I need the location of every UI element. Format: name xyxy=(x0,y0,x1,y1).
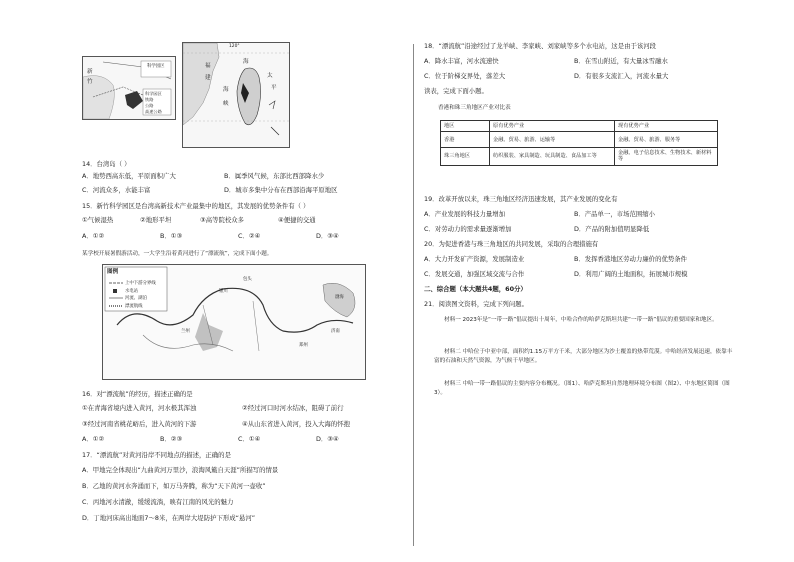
legend-item: 铁路 xyxy=(145,97,154,102)
legend-item: 河流、湖泊 xyxy=(125,296,147,301)
right-column xyxy=(424,0,739,562)
table-cell: 纺织服装、家具制造、玩具制造、食品加工等 xyxy=(490,148,615,165)
map-label: 海 xyxy=(243,59,249,65)
q19-option-c[interactable]: C．对劳动力的需求量逐渐增加 xyxy=(424,225,512,233)
place-label: 郑州 xyxy=(299,343,308,348)
legend-item: 公路 xyxy=(145,103,154,108)
legend-item: 科学园区 xyxy=(145,91,162,96)
legend-item: 高速公路 xyxy=(145,109,162,114)
table-header: 现有优势产业 xyxy=(615,121,718,132)
q15-item-3: ③高等院校众多 xyxy=(200,216,245,224)
q21-stem: 21．阅读图文资料，完成下列问题。 xyxy=(424,300,528,308)
q16-item-1: ①在青海省境内进入黄河，河水极其浑浊 xyxy=(82,404,197,412)
q19-option-d[interactable]: D．产品的附加值明显降低 xyxy=(574,225,650,233)
legend-item: 漂流航线 xyxy=(125,304,143,309)
q15-choice-c[interactable]: C．②④ xyxy=(238,232,261,240)
q16-choice-d[interactable]: D．③④ xyxy=(316,435,339,443)
q14-stem: 14．台湾岛（ ） xyxy=(82,160,131,168)
map-label: 竹 xyxy=(87,79,93,85)
q17-option-d[interactable]: D．丁地河床高出地面7～8米，在两岸大堤防护下形成“悬河” xyxy=(82,514,256,522)
map-label: 峡 xyxy=(223,101,229,107)
map-label: 平 xyxy=(271,85,277,91)
q16-choice-c[interactable]: C．①④ xyxy=(238,435,261,443)
table-title: 香港和珠三角地区产业对比表 xyxy=(438,105,511,111)
map-label: 福 xyxy=(205,63,211,69)
map-label: 新 xyxy=(87,69,93,75)
map-label: 120° xyxy=(229,44,240,49)
place-label: 济南 xyxy=(331,329,340,334)
q14-option-d[interactable]: D．城市多集中分布在西部沿海平原地区 xyxy=(224,186,338,194)
place-label: 渤海 xyxy=(335,295,344,300)
place-label: 兰州 xyxy=(181,329,190,334)
q14-option-c[interactable]: C．河流众多，水能丰富 xyxy=(82,186,151,194)
q15-choice-d[interactable]: D．③④ xyxy=(316,232,339,240)
q15-item-1: ①气候湿热 xyxy=(82,216,114,224)
q18-stem: 18．“漂流航”沿途经过了龙羊峡、李家峡、刘家峡等多个水电站，这是由于该河段 xyxy=(424,42,657,50)
legend-title: 图例 xyxy=(107,269,119,275)
legend-item: 水电站 xyxy=(125,289,139,294)
passage-intro: 某学校开展暑假游活动，一大学生沿着黄河进行了“漂流航”，完成下面小题。 xyxy=(82,251,273,257)
taiwan-map-svg xyxy=(183,43,289,147)
map-label: 海 xyxy=(223,87,229,93)
material-3: 材料三 中哈一带一路倡议的主要内容分布概况。（图1）、哈萨克斯坦自然地理环境分布图（图2）、中东地区简图（图3）。 xyxy=(434,381,730,396)
hsinchu-map xyxy=(82,56,176,120)
table-cell: 香港 xyxy=(441,132,490,148)
table-cell: 金融、电子信息技术、生物技术、新材料等 xyxy=(615,148,718,165)
q15-item-4: ④便捷的交通 xyxy=(278,216,316,224)
q16-stem: 16．对“漂流航”的经历，描述正确的是 xyxy=(82,390,193,398)
q19-option-b[interactable]: B．产品单一，市场范围缩小 xyxy=(574,210,656,218)
column-divider xyxy=(413,44,414,546)
q16-choice-a[interactable]: A．①② xyxy=(82,435,105,443)
q20-option-b[interactable]: B．发挥香港地区劳动力廉价的优势条件 xyxy=(574,255,688,263)
q16-item-4: ④从山东省进入黄河，投入大海的怀抱 xyxy=(242,420,350,428)
table-header-row xyxy=(441,121,718,132)
table-cell: 金融、贸易、旅游、服务等 xyxy=(615,132,718,148)
passage-intro-2: 读表，完成下面小题。 xyxy=(424,87,488,95)
section-heading: 二、综合题（本大题共4题，60分） xyxy=(424,285,527,293)
yellow-river-map xyxy=(102,264,366,380)
table-row xyxy=(441,132,718,148)
q19-option-a[interactable]: A．产业发展的科技力量增加 xyxy=(424,210,506,218)
q17-option-b[interactable]: B．乙地的黄河水奔涌而下，如万马奔腾，称为“天下黄河一壶收” xyxy=(82,482,266,490)
q19-stem: 19．改革开放以来，珠三角地区经济迅速发展，其产业发展的变化有 xyxy=(424,195,618,203)
q18-option-b[interactable]: B．在雪山附近，有大量冰雪融水 xyxy=(574,57,668,65)
map-label: 太 xyxy=(267,73,273,79)
q16-item-3: ③经过河南省桃花峪后，进入黄河的下游 xyxy=(82,420,197,428)
material-1: 材料一 2023年是“一带一路”倡议提出十周年，中哈合作的哈萨克斯坦共建“一带一路”倡议的重要国家和地区。 xyxy=(444,317,718,323)
q17-option-a[interactable]: A．甲地完全体现出“九曲黄河万里沙，浪淘风簸自天涯”所描写的情景 xyxy=(82,466,279,474)
industry-table xyxy=(440,120,718,166)
q16-choice-b[interactable]: B．②③ xyxy=(160,435,183,443)
left-column xyxy=(82,0,412,562)
q20-option-c[interactable]: C．发展交通，加强区域交流与合作 xyxy=(424,270,525,278)
q18-option-d[interactable]: D．有很多支流汇入，河流水量大 xyxy=(574,72,669,80)
table-header: 地区 xyxy=(441,121,490,132)
q14-option-b[interactable]: B．属季风气候，东部比西部降水少 xyxy=(224,172,325,180)
q15-stem: 15．新竹科学园区是台湾高新技术产业最集中的地区，其发展的优势条件有（ ） xyxy=(82,202,310,210)
table-cell: 珠三角地区 xyxy=(441,148,490,165)
map-label: 科学园区 xyxy=(147,64,165,69)
q18-option-a[interactable]: A．降水丰富，河水流速快 xyxy=(424,57,499,65)
q15-choice-b[interactable]: B．①③ xyxy=(160,232,183,240)
q18-option-c[interactable]: C．位于阶梯交界处，落差大 xyxy=(424,72,506,80)
taiwan-map xyxy=(182,42,290,148)
table-cell: 金融、贸易、旅游、运输等 xyxy=(490,132,615,148)
q20-option-d[interactable]: D．利用广阔的土地面积，拓展城市规模 xyxy=(574,270,688,278)
q20-option-a[interactable]: A．大力开发矿产资源，发展制造业 xyxy=(424,255,525,263)
place-label: 银川 xyxy=(219,289,228,294)
table-row xyxy=(441,148,718,165)
q17-option-c[interactable]: C．丙地河水清澈，缓缓流淌，映有江南的风光的魅力 xyxy=(82,498,234,506)
q17-stem: 17．“漂流航”对黄河沿岸不同地点的描述，正确的是 xyxy=(82,451,231,459)
place-label: 包头 xyxy=(243,277,252,282)
q15-item-2: ②地形平坦 xyxy=(140,216,172,224)
q14-option-a[interactable]: A．地势西高东低，平原面积广大 xyxy=(82,172,176,180)
material-2: 材料二 中哈位于中亚中部，面积约1.15万平方千米，大部分地区为沙土覆盖的热带荒漠。中哈经济发展迅速，依靠丰富的石油和天然气资源，为气候干旱地区。 xyxy=(434,349,733,364)
table-header: 原有优势产业 xyxy=(490,121,615,132)
map-label: 建 xyxy=(205,75,211,81)
q15-choice-a[interactable]: A．①② xyxy=(82,232,105,240)
q20-stem: 20．为促进香港与珠三角地区的共同发展，采取的合理措施有 xyxy=(424,240,599,248)
q16-item-2: ②经过河口时河水结冰，阻碍了前行 xyxy=(242,404,344,412)
legend-item: 上中下游分界线 xyxy=(125,281,156,286)
